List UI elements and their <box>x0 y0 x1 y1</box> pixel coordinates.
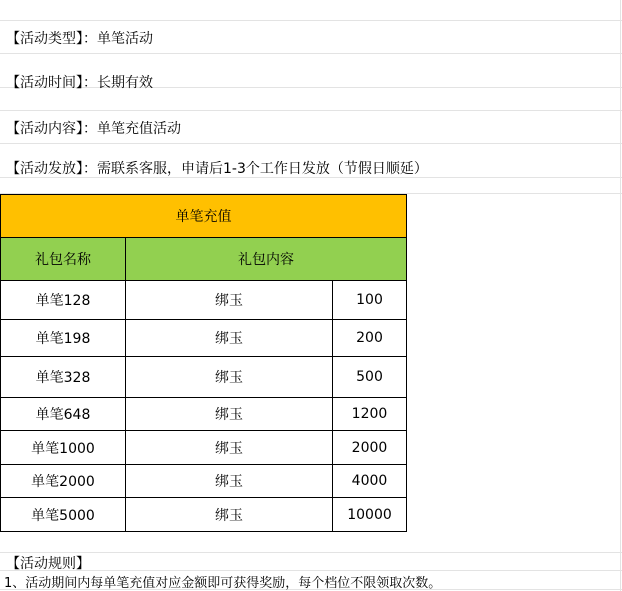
gift-item-cell: 绑玉 <box>126 281 333 320</box>
info-line-time <box>6 72 153 92</box>
gift-qty-cell: 100 <box>333 281 407 320</box>
gift-item-cell: 绑玉 <box>126 320 333 357</box>
gift-qty-cell: 2000 <box>333 431 407 465</box>
info-sep: ： <box>83 75 97 91</box>
info-label: 【活动类型】 <box>6 31 83 47</box>
info-label: 【活动内容】 <box>6 121 83 137</box>
info-sep: ： <box>83 161 97 177</box>
table-row <box>1 357 407 398</box>
grid-line <box>0 53 622 54</box>
grid-line <box>0 143 622 144</box>
grid-line <box>0 552 622 553</box>
gift-qty-cell: 200 <box>333 320 407 357</box>
info-line-type <box>6 28 153 48</box>
grid-line <box>0 110 622 111</box>
gift-item-cell: 绑玉 <box>126 398 333 431</box>
table-row <box>1 465 407 498</box>
rules-item: 1、活动期间内每单笔充值对应金额即可获得奖励，每个档位不限领取次数。 <box>4 576 442 591</box>
gift-qty-cell: 4000 <box>333 465 407 498</box>
gift-name-cell: 单笔198 <box>1 320 126 357</box>
gift-item-cell: 绑玉 <box>126 431 333 465</box>
grid-line <box>620 0 621 591</box>
info-line-delivery <box>6 158 428 178</box>
info-value: 单笔充值活动 <box>97 121 181 137</box>
rules-title: 【活动规则】 <box>6 556 90 572</box>
table-row <box>1 431 407 465</box>
info-sep: ： <box>83 31 97 47</box>
info-value: 需联系客服，申请后1-3个工作日发放（节假日顺延） <box>97 161 428 177</box>
info-label: 【活动发放】 <box>6 161 83 177</box>
table-header-row <box>1 238 407 281</box>
gift-name-cell: 单笔5000 <box>1 498 126 532</box>
gift-item-cell: 绑玉 <box>126 357 333 398</box>
header-gift-content: 礼包内容 <box>126 238 407 281</box>
gift-name-cell: 单笔1000 <box>1 431 126 465</box>
gift-qty-cell: 10000 <box>333 498 407 532</box>
gift-qty-cell: 500 <box>333 357 407 398</box>
gift-table <box>0 194 407 532</box>
table-title-row <box>1 195 407 238</box>
info-sep: ： <box>83 121 97 137</box>
header-gift-name: 礼包名称 <box>1 238 126 281</box>
gift-item-cell: 绑玉 <box>126 465 333 498</box>
gift-name-cell: 单笔2000 <box>1 465 126 498</box>
grid-line <box>0 20 622 21</box>
info-label: 【活动时间】 <box>6 75 83 91</box>
table-row <box>1 398 407 431</box>
info-value: 单笔活动 <box>97 31 153 47</box>
gift-qty-cell: 1200 <box>333 398 407 431</box>
table-row <box>1 320 407 357</box>
gift-name-cell: 单笔648 <box>1 398 126 431</box>
gift-name-cell: 单笔328 <box>1 357 126 398</box>
table-title: 单笔充值 <box>1 195 407 238</box>
info-line-content <box>6 118 181 138</box>
table-row <box>1 281 407 320</box>
table-row <box>1 498 407 532</box>
info-value: 长期有效 <box>97 75 153 91</box>
gift-item-cell: 绑玉 <box>126 498 333 532</box>
gift-name-cell: 单笔128 <box>1 281 126 320</box>
grid-line <box>0 570 622 571</box>
